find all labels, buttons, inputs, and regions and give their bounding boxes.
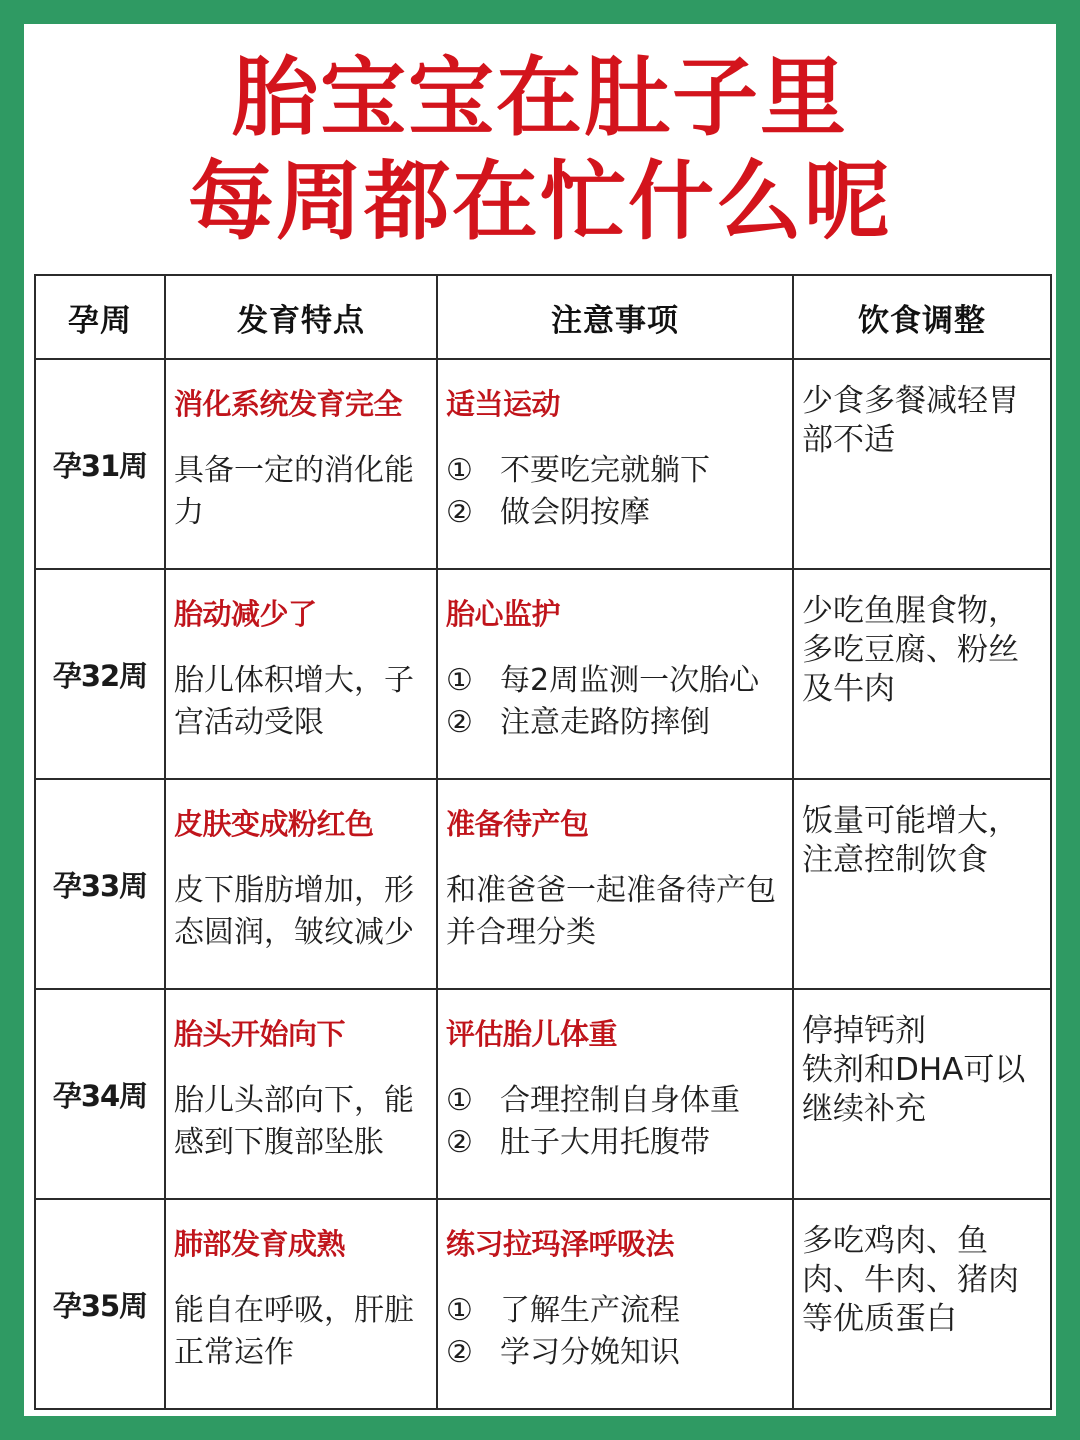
development-text: 胎儿体积增大，子宫活动受限 (174, 663, 414, 740)
item-text: 了解生产流程 (500, 1293, 680, 1328)
weekly-table (34, 274, 1052, 1410)
item-text: 注意走路防摔倒 (500, 705, 710, 740)
title-line-1: 胎宝宝在肚子里 (232, 48, 848, 148)
infographic-page (24, 24, 1056, 1416)
development-title: 胎头开始向下 (174, 1017, 346, 1051)
development-title: 肺部发育成熟 (174, 1227, 346, 1261)
notes-cell (437, 1199, 793, 1409)
diet-text: 少吃鱼腥食物，多吃豆腐、粉丝及牛肉 (802, 593, 1019, 707)
table-row (35, 359, 1051, 569)
development-title: 胎动减少了 (174, 597, 317, 631)
item-number: ① (446, 1293, 473, 1328)
item-number: ② (446, 1125, 473, 1160)
development-text: 能自在呼吸，肝脏正常运作 (174, 1293, 414, 1370)
notes-cell (437, 989, 793, 1199)
notes-title: 适当运动 (446, 387, 561, 421)
header-week: 孕周 (35, 275, 165, 359)
item-text: 不要吃完就躺下 (500, 453, 710, 488)
table-row (35, 989, 1051, 1199)
item-text: 学习分娩知识 (500, 1335, 680, 1370)
development-text: 皮下脂肪增加，形态圆润，皱纹减少 (174, 873, 414, 950)
week-cell: 孕31周 (35, 359, 165, 569)
diet-text: 停掉钙剂 铁剂和DHA可以继续补充 (802, 1013, 1026, 1127)
item-text: 肚子大用托腹带 (500, 1125, 710, 1160)
week-cell: 孕33周 (35, 779, 165, 989)
header-notes: 注意事项 (437, 275, 793, 359)
notes-item (446, 1290, 786, 1332)
diet-cell (793, 569, 1051, 779)
development-text: 胎儿头部向下，能感到下腹部坠胀 (174, 1083, 414, 1160)
development-title: 皮肤变成粉红色 (174, 807, 374, 841)
development-text: 具备一定的消化能力 (174, 453, 414, 530)
page-title (24, 46, 1056, 254)
notes-item (446, 1332, 786, 1374)
notes-title: 准备待产包 (446, 807, 589, 841)
development-cell (165, 779, 437, 989)
development-cell (165, 569, 437, 779)
item-number: ② (446, 1335, 473, 1370)
notes-title: 练习拉玛泽呼吸法 (446, 1227, 675, 1261)
header-development: 发育特点 (165, 275, 437, 359)
table-row (35, 1199, 1051, 1409)
week-cell: 孕34周 (35, 989, 165, 1199)
notes-item (446, 660, 786, 702)
diet-cell (793, 989, 1051, 1199)
table-row (35, 779, 1051, 989)
development-cell (165, 359, 437, 569)
table-row (35, 569, 1051, 779)
diet-cell (793, 1199, 1051, 1409)
development-cell (165, 989, 437, 1199)
item-text: 每2周监测一次胎心 (500, 663, 760, 698)
notes-item (446, 492, 786, 534)
diet-cell (793, 779, 1051, 989)
diet-text: 少食多餐减轻胃部不适 (802, 383, 1019, 458)
item-text: 做会阴按摩 (500, 495, 650, 530)
notes-item (446, 450, 786, 492)
diet-cell (793, 359, 1051, 569)
item-text: 合理控制自身体重 (500, 1083, 740, 1118)
notes-text: 和准爸爸一起准备待产包并合理分类 (446, 873, 776, 950)
item-number: ② (446, 495, 473, 530)
item-number: ① (446, 1083, 473, 1118)
week-cell: 孕35周 (35, 1199, 165, 1409)
notes-title: 评估胎儿体重 (446, 1017, 618, 1051)
item-number: ① (446, 663, 473, 698)
diet-text: 多吃鸡肉、鱼肉、牛肉、猪肉等优质蛋白 (802, 1223, 1019, 1337)
notes-item (446, 702, 786, 744)
notes-cell (437, 359, 793, 569)
development-cell (165, 1199, 437, 1409)
item-number: ② (446, 705, 473, 740)
item-number: ① (446, 453, 473, 488)
notes-item (446, 1080, 786, 1122)
title-line-2: 每周都在忙什么呢 (188, 152, 892, 252)
diet-text: 饭量可能增大，注意控制饮食 (802, 803, 1019, 878)
notes-title: 胎心监护 (446, 597, 561, 631)
notes-item (446, 1122, 786, 1164)
notes-cell (437, 779, 793, 989)
header-diet: 饮食调整 (793, 275, 1051, 359)
week-cell: 孕32周 (35, 569, 165, 779)
notes-cell (437, 569, 793, 779)
table-header-row (35, 275, 1051, 359)
development-title: 消化系统发育完全 (174, 387, 403, 421)
